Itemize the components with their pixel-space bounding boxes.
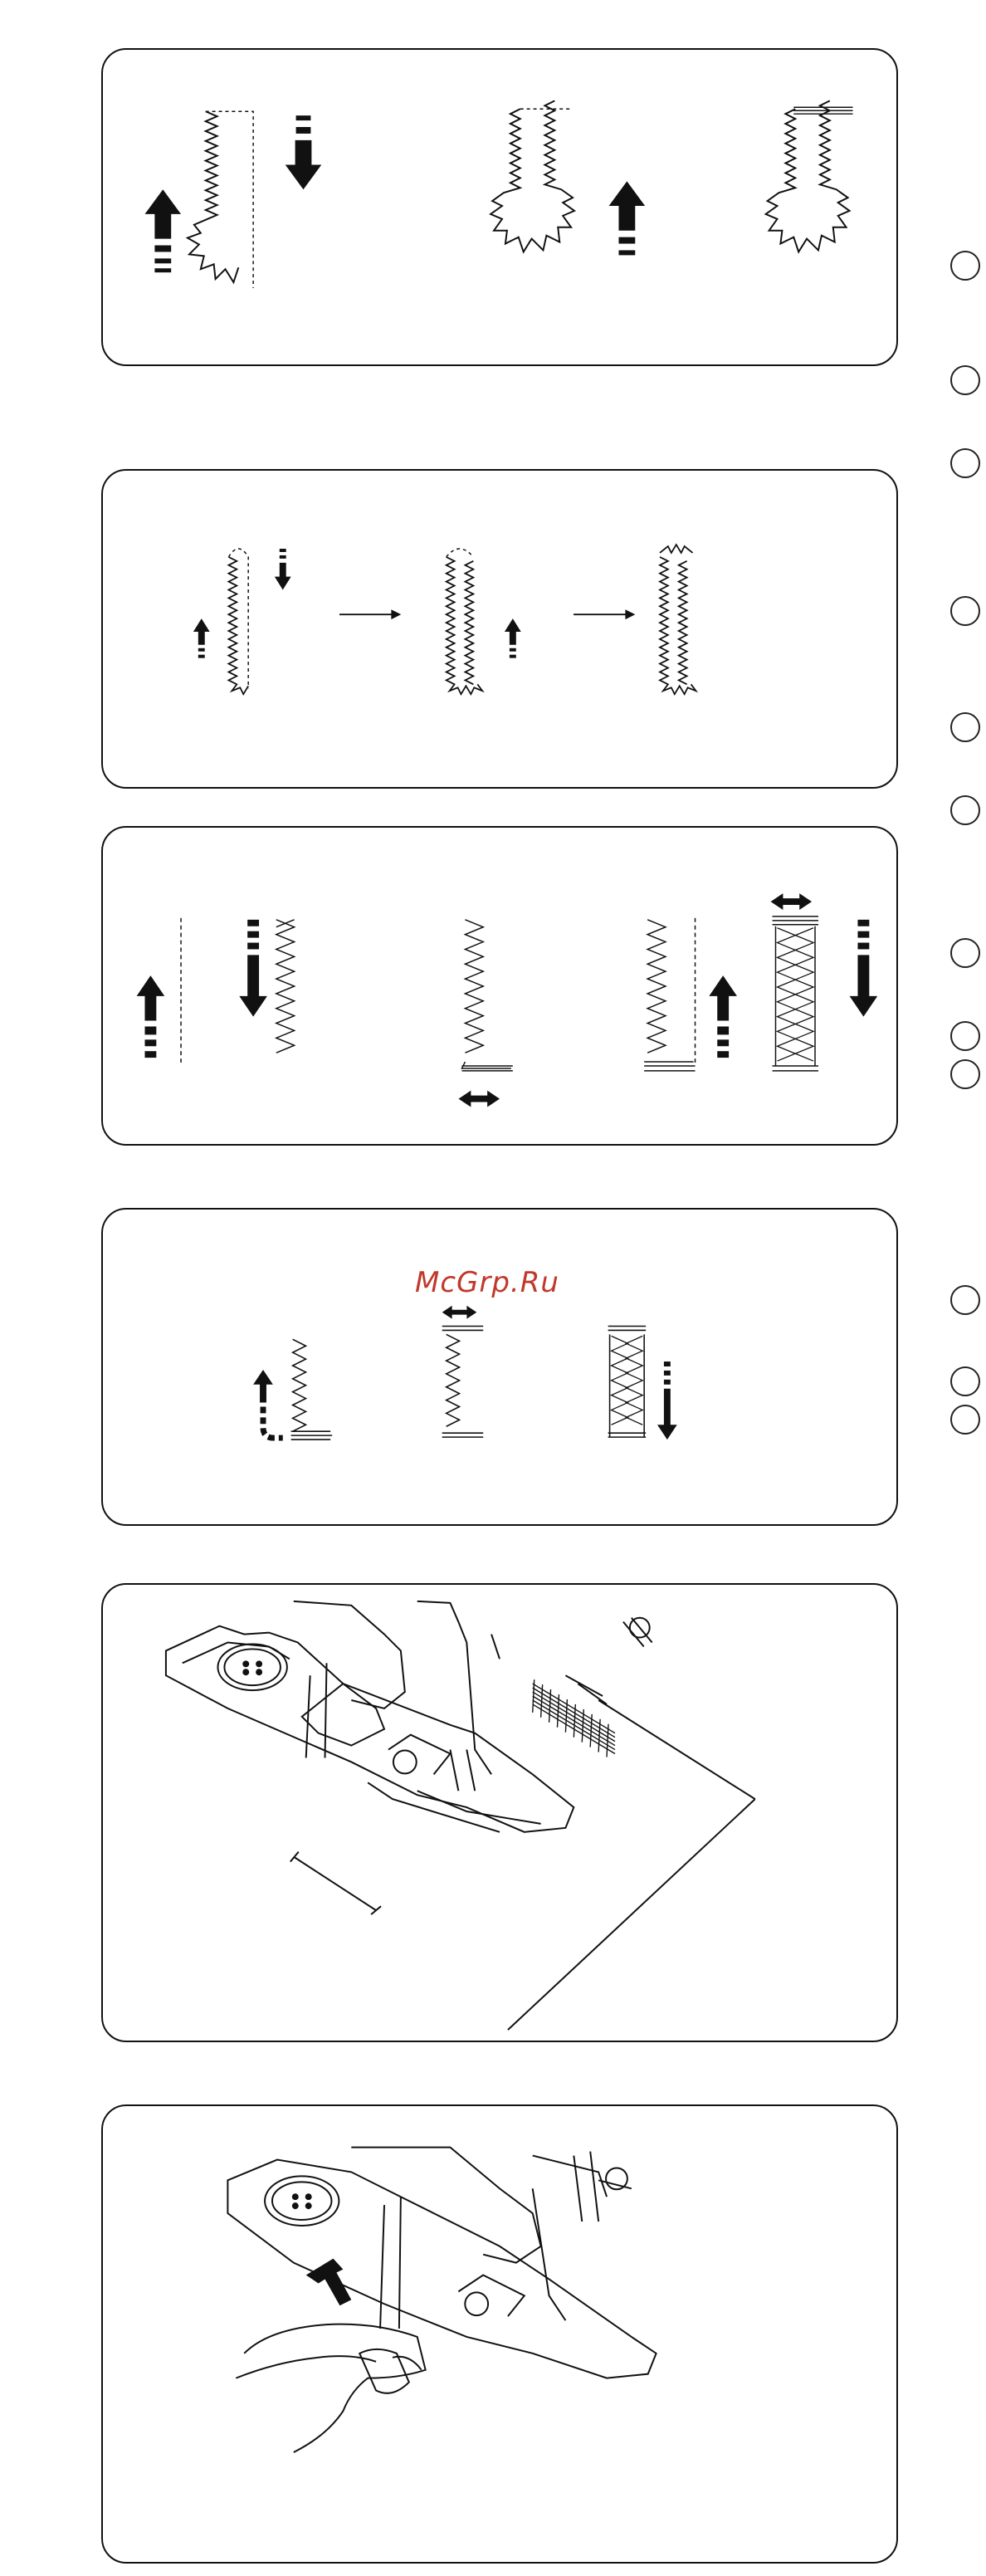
buttonhole-foot-fabric-illustration (101, 1583, 898, 2042)
arrow-down-icon (657, 1361, 677, 1440)
double-arrow-icon (771, 893, 812, 910)
double-arrow-icon (442, 1306, 477, 1319)
square-buttonhole-steps-panel (101, 826, 898, 1146)
arrow-up-icon (145, 189, 182, 272)
arrow-down-icon (286, 115, 322, 189)
margin-circle-marker (950, 448, 980, 478)
keyhole-buttonhole-steps-panel (101, 48, 898, 366)
arrow-up-icon (137, 975, 165, 1058)
margin-circle-marker (950, 1285, 980, 1315)
square-buttonhole-diagram (103, 828, 896, 1144)
margin-circle-marker (950, 251, 980, 281)
arrow-right-icon (339, 609, 401, 619)
arrow-up-icon (306, 2259, 352, 2306)
arrow-right-icon (574, 609, 635, 619)
arrow-down-icon (850, 920, 878, 1017)
arrow-up-icon (193, 618, 210, 658)
buttonhole-bartack-steps-panel (101, 1208, 898, 1526)
rounded-buttonhole-steps-panel (101, 469, 898, 789)
margin-circle-marker (950, 938, 980, 968)
button-insert-drawing (103, 2106, 896, 2562)
rounded-buttonhole-diagram (103, 471, 896, 787)
buttonhole-foot-drawing (103, 1585, 896, 2041)
margin-circle-marker (950, 1366, 980, 1396)
bartack-buttonhole-diagram (103, 1210, 896, 1524)
buttonhole-foot-button-insert-illustration (101, 2104, 898, 2564)
arrow-up-icon (709, 975, 737, 1058)
arrow-up-icon (505, 618, 521, 658)
keyhole-buttonhole-diagram (103, 50, 896, 364)
margin-circle-marker (950, 1021, 980, 1051)
arrow-up-icon (253, 1370, 283, 1438)
margin-circle-marker (950, 1059, 980, 1089)
margin-circle-marker (950, 365, 980, 395)
margin-circle-marker (950, 795, 980, 825)
margin-circle-marker (950, 712, 980, 742)
double-arrow-icon (459, 1091, 500, 1107)
margin-circle-marker (950, 596, 980, 626)
margin-circle-marker (950, 1405, 980, 1435)
arrow-down-icon (275, 549, 291, 589)
watermark-text: McGrp.Ru (415, 1266, 559, 1299)
arrow-up-icon (609, 181, 646, 255)
arrow-down-icon (239, 920, 267, 1017)
